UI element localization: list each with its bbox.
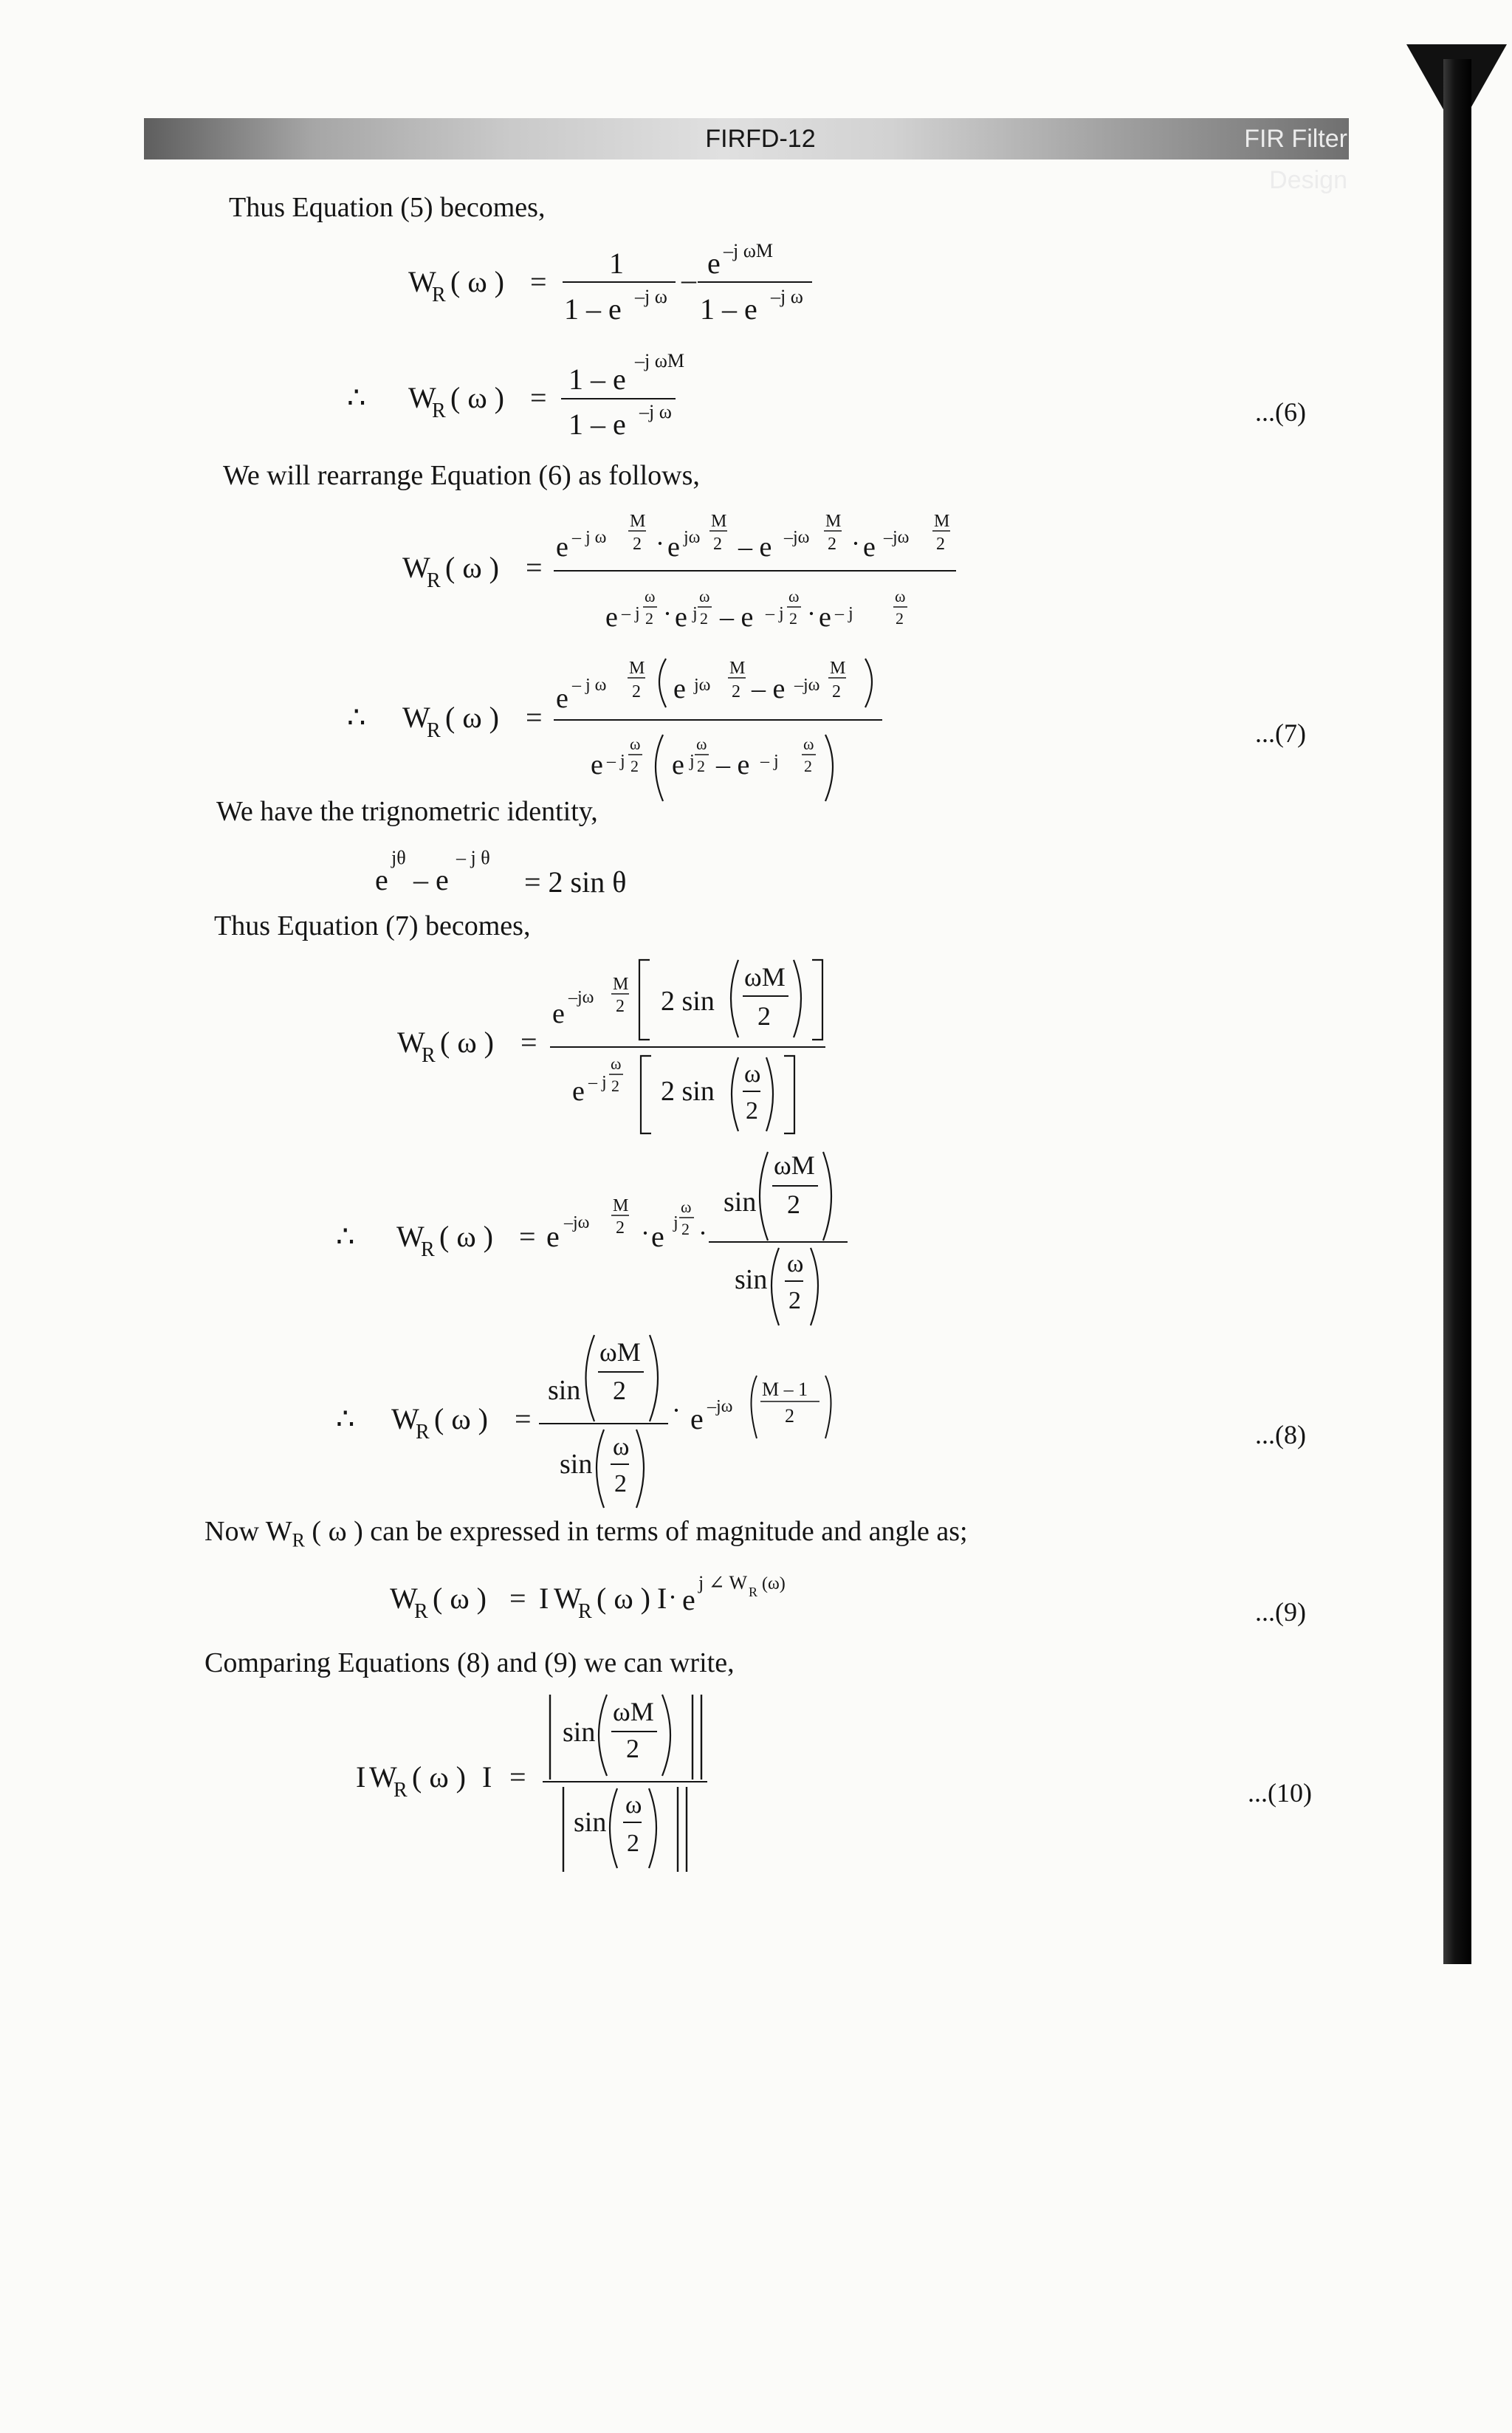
svg-text:2: 2 [614, 1470, 627, 1497]
svg-text:ωM: ωM [599, 1337, 641, 1367]
svg-text:jθ: jθ [391, 847, 406, 868]
svg-text:R: R [416, 1421, 430, 1444]
svg-text:ωM: ωM [613, 1697, 654, 1726]
svg-text:– j ω: – j ω [572, 528, 607, 547]
svg-text:∴: ∴ [347, 701, 366, 734]
svg-text:( ω ): ( ω ) [445, 701, 499, 734]
svg-text:M: M [613, 1196, 629, 1215]
svg-text:e: e [591, 749, 603, 780]
svg-text:e: e [675, 602, 687, 633]
svg-text:j: j [690, 752, 695, 771]
svg-text:–: – [681, 263, 696, 296]
svg-text:e: e [552, 998, 565, 1029]
svg-text:e: e [707, 247, 721, 280]
svg-text:2: 2 [713, 535, 722, 554]
svg-text:W: W [397, 1026, 425, 1059]
svg-text:W: W [369, 1760, 397, 1794]
svg-text:2: 2 [681, 1220, 690, 1238]
svg-text:e: e [682, 1583, 695, 1616]
svg-text:ω: ω [613, 1433, 630, 1461]
svg-text:ω: ω [696, 735, 707, 753]
svg-text:∴: ∴ [336, 1402, 355, 1435]
svg-text:–jω: –jω [564, 1213, 590, 1232]
svg-text:·: · [851, 529, 860, 558]
svg-text:=: = [519, 1220, 536, 1253]
svg-text:M: M [629, 659, 645, 678]
svg-text:2: 2 [632, 682, 641, 701]
svg-text:j: j [673, 1213, 678, 1232]
svg-text:–j ωM: –j ωM [724, 240, 773, 261]
svg-text:– e: – e [716, 749, 750, 780]
svg-text:R: R [394, 1779, 408, 1802]
svg-text:M: M [630, 512, 646, 531]
svg-text:ω: ω [699, 587, 710, 605]
svg-text:–j ω: –j ω [635, 286, 667, 307]
svg-text:e: e [672, 749, 684, 780]
svg-text:sin: sin [548, 1375, 581, 1406]
svg-text:– j: – j [607, 752, 625, 771]
svg-text:·: · [672, 1396, 681, 1425]
svg-text:2: 2 [613, 1376, 626, 1405]
svg-text:– j: – j [766, 604, 784, 623]
svg-text:( ω ): ( ω ) [412, 1760, 466, 1794]
eq-number-9: ...(9) [1255, 1597, 1306, 1627]
svg-text:1 – e: 1 – e [700, 292, 757, 326]
svg-text:M: M [825, 512, 842, 531]
intro-eq5: Thus Equation (5) becomes, [229, 192, 546, 223]
svg-text:1: 1 [609, 247, 624, 280]
svg-text:2: 2 [616, 997, 625, 1016]
svg-text:2: 2 [788, 1287, 801, 1314]
svg-text:ω: ω [803, 735, 814, 753]
svg-text:W: W [396, 1220, 425, 1253]
svg-text:2: 2 [746, 1097, 758, 1125]
eq-number-7: ...(7) [1255, 718, 1306, 748]
svg-text:( ω ): ( ω ) [445, 551, 499, 584]
svg-text:– j: – j [588, 1073, 607, 1092]
svg-text:jω: jω [684, 528, 701, 547]
svg-text:R: R [432, 284, 446, 306]
svg-text:2: 2 [630, 757, 639, 775]
svg-text:2: 2 [633, 535, 642, 554]
svg-text:ω: ω [787, 1250, 804, 1277]
svg-text:–jω: –jω [707, 1397, 733, 1416]
svg-text:ω: ω [611, 1054, 622, 1073]
eq-number-6: ...(6) [1255, 397, 1306, 427]
svg-text:sin: sin [574, 1807, 607, 1838]
svg-text:M – 1: M – 1 [762, 1379, 808, 1400]
svg-text:sin: sin [735, 1264, 768, 1295]
svg-text:=: = [526, 701, 543, 734]
svg-text:2: 2 [804, 757, 812, 775]
svg-text:=: = [509, 1582, 526, 1615]
svg-text:W: W [402, 701, 430, 734]
svg-text:(ω): (ω) [762, 1574, 786, 1593]
svg-text:I: I [482, 1760, 492, 1794]
svg-text:( ω ): ( ω ) [439, 1220, 493, 1253]
svg-text:·: · [807, 599, 816, 628]
svg-text:( ω ): ( ω ) [433, 1582, 487, 1615]
svg-text:e: e [673, 673, 686, 704]
svg-text:– e: – e [738, 532, 772, 563]
svg-text:sin: sin [724, 1187, 757, 1218]
svg-text:e: e [556, 683, 568, 714]
svg-text:M: M [934, 512, 950, 531]
svg-text:( ω ): ( ω ) [450, 381, 504, 414]
svg-text:– j: – j [835, 604, 853, 623]
svg-text:I: I [356, 1760, 366, 1794]
svg-text:∴: ∴ [347, 381, 366, 414]
eq7-becomes: Thus Equation (7) becomes, [214, 910, 531, 941]
svg-text:e: e [651, 1220, 664, 1253]
svg-text:=: = [515, 1402, 532, 1435]
svg-text:=: = [520, 1026, 537, 1059]
svg-text:W: W [554, 1582, 582, 1615]
svg-text:–jω: –jω [794, 676, 820, 695]
svg-text:– j θ: – j θ [456, 847, 490, 868]
svg-text:2: 2 [757, 1001, 771, 1031]
svg-text:2: 2 [627, 1830, 639, 1857]
svg-text:=: = [526, 551, 543, 584]
svg-text:– e: – e [752, 673, 786, 704]
comparing-text: Comparing Equations (8) and (9) we can write, [205, 1647, 735, 1678]
svg-text:ω: ω [744, 1060, 761, 1088]
svg-text:e: e [572, 1076, 585, 1107]
svg-text:– j: – j [622, 604, 640, 623]
svg-text:W: W [408, 381, 436, 414]
svg-text:( ω ): ( ω ) [440, 1026, 494, 1059]
svg-text:ω: ω [681, 1198, 692, 1216]
svg-text:e: e [819, 602, 831, 633]
svg-text:2: 2 [616, 1218, 625, 1238]
magnitude-angle-text: Now $W_R$ ( ω ) can be expressed in terms of magnitude and angle as; [205, 1516, 968, 1551]
svg-text:–jω: –jω [884, 528, 910, 547]
svg-text:2: 2 [936, 535, 945, 554]
svg-text:I: I [539, 1582, 549, 1615]
svg-text:R: R [749, 1585, 758, 1599]
svg-text:I: I [657, 1582, 667, 1615]
svg-text:R: R [432, 399, 446, 422]
page-label: FIRFD-12 [705, 125, 816, 153]
svg-text:– e: – e [413, 863, 449, 896]
svg-text:ω: ω [645, 587, 656, 605]
svg-text:e: e [863, 532, 876, 563]
svg-text:·: · [663, 599, 672, 628]
rearrange-eq6: We will rearrange Equation (6) as follows, [223, 460, 700, 491]
svg-text:R: R [421, 1238, 435, 1261]
svg-text:( ω ): ( ω ) [434, 1402, 488, 1435]
svg-text:W: W [408, 265, 436, 298]
svg-text:ω: ω [895, 587, 906, 605]
svg-text:R: R [427, 719, 441, 742]
svg-text:2: 2 [732, 682, 740, 701]
svg-text:M: M [830, 659, 846, 678]
svg-text:sin: sin [560, 1449, 593, 1480]
svg-text:R: R [414, 1600, 428, 1623]
svg-text:–j ω: –j ω [639, 401, 672, 422]
svg-text:e: e [556, 532, 568, 563]
svg-text:ω: ω [625, 1791, 642, 1819]
svg-text:–j ωM: –j ωM [635, 350, 684, 371]
svg-text:2: 2 [785, 1405, 794, 1427]
svg-text:e: e [605, 602, 618, 633]
svg-text:ω: ω [788, 587, 800, 605]
eq-number-8: ...(8) [1255, 1420, 1306, 1449]
svg-text:=: = [530, 265, 547, 298]
svg-text:2: 2 [645, 609, 653, 628]
svg-text:R: R [422, 1044, 436, 1067]
svg-text:e: e [667, 532, 680, 563]
svg-text:ω: ω [630, 735, 641, 753]
svg-text:( ω ): ( ω ) [450, 265, 504, 298]
svg-text:–jω: –jω [784, 528, 810, 547]
svg-text:2: 2 [896, 609, 904, 628]
svg-text:– e: – e [720, 602, 754, 633]
svg-text:M: M [729, 659, 746, 678]
svg-text:jω: jω [694, 676, 711, 695]
svg-text:2: 2 [828, 535, 836, 554]
svg-text:ωM: ωM [744, 962, 786, 992]
svg-text:–jω: –jω [568, 988, 594, 1007]
svg-text:sin: sin [563, 1717, 596, 1748]
svg-text:2: 2 [700, 609, 708, 628]
svg-text:∴: ∴ [336, 1220, 355, 1253]
svg-text:·: · [641, 1218, 650, 1248]
svg-text:j: j [693, 604, 698, 623]
svg-text:2 sin: 2 sin [661, 1076, 715, 1107]
svg-text:2: 2 [611, 1077, 619, 1095]
svg-text:=: = [509, 1760, 526, 1794]
svg-text:( ω ): ( ω ) [597, 1582, 650, 1615]
svg-text:2 sin: 2 sin [661, 986, 715, 1017]
eq-number-10: ...(10) [1248, 1778, 1312, 1808]
svg-text:W: W [391, 1402, 419, 1435]
svg-text:2: 2 [832, 682, 841, 701]
svg-text:–j ω: –j ω [771, 286, 803, 307]
svg-text:·: · [656, 529, 664, 558]
svg-text:R: R [578, 1600, 592, 1623]
svg-text:e: e [690, 1402, 704, 1435]
svg-text:2: 2 [787, 1190, 800, 1219]
svg-text:2: 2 [697, 757, 705, 775]
svg-text:= 2 sin θ: = 2 sin θ [524, 865, 627, 899]
trig-identity-intro: We have the trignometric identity, [216, 796, 598, 827]
svg-text:2: 2 [789, 609, 797, 628]
svg-text:j ∠ W: j ∠ W [698, 1572, 748, 1593]
svg-text:2: 2 [626, 1734, 639, 1763]
svg-text:·: · [698, 1218, 707, 1248]
svg-text:W: W [390, 1582, 418, 1615]
svg-text:e: e [546, 1220, 560, 1253]
svg-text:ωM: ωM [774, 1150, 815, 1180]
svg-text:– j ω: – j ω [572, 676, 607, 695]
chapter-tag: FIR Filter Design [1244, 125, 1347, 194]
svg-text:M: M [711, 512, 727, 531]
svg-text:R: R [427, 569, 441, 592]
svg-text:1 – e: 1 – e [568, 408, 626, 441]
svg-text:·: · [668, 1582, 677, 1612]
svg-text:1 – e: 1 – e [568, 363, 626, 396]
svg-text:W: W [402, 551, 430, 584]
svg-text:– j: – j [760, 752, 779, 771]
svg-text:e: e [375, 863, 388, 896]
svg-text:M: M [613, 975, 629, 994]
svg-text:=: = [530, 381, 547, 414]
svg-text:1 – e: 1 – e [564, 292, 622, 326]
